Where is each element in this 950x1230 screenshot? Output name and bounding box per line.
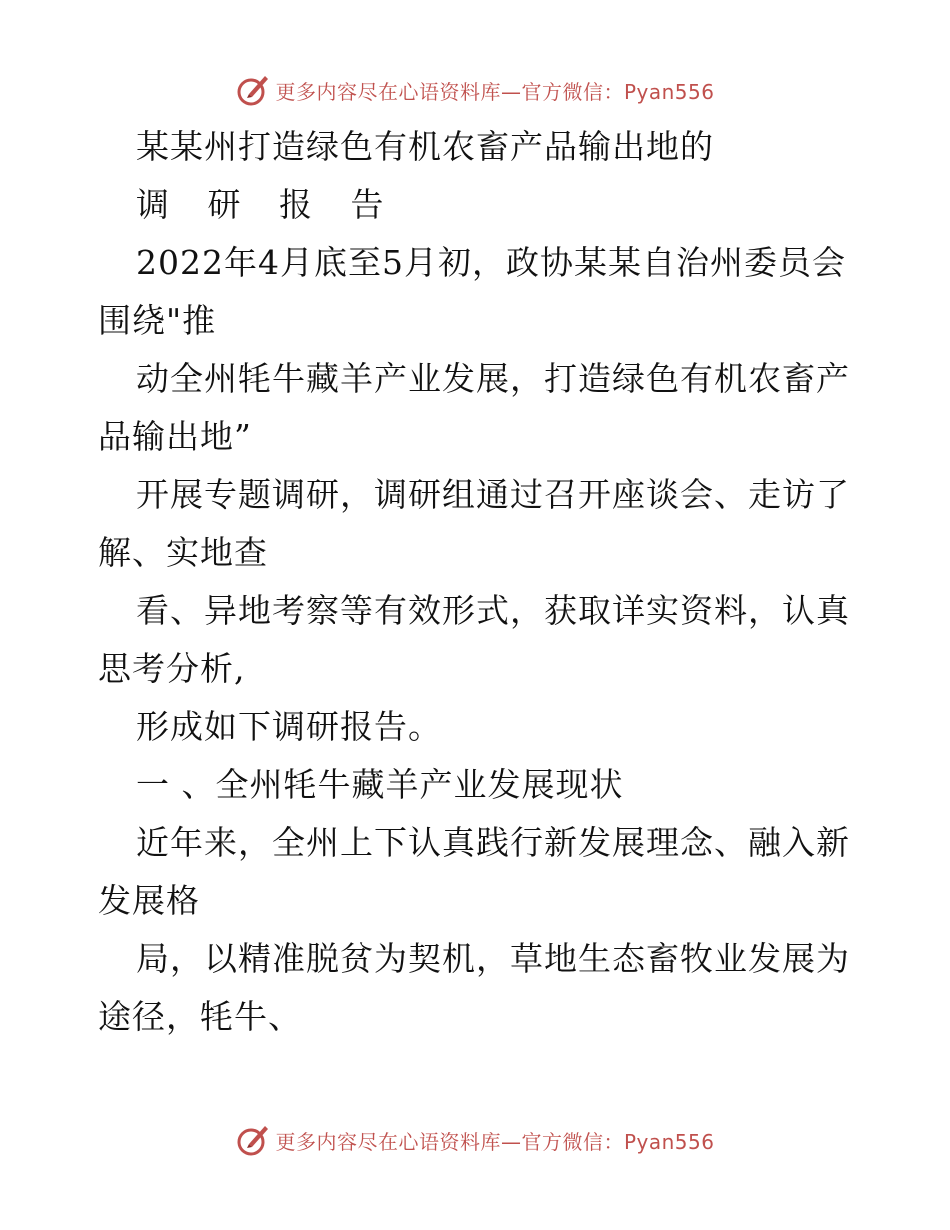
paragraph-line: 看、异地考察等有效形式，获取详实资料，认真 — [136, 591, 850, 630]
paragraph-line: 品输出地” — [98, 417, 252, 456]
paragraph-line: 局，以精准脱贫为契机，草地生态畜牧业发展为 — [136, 939, 850, 978]
watermark-text: 更多内容尽在心语资料库—官方微信：Pyan556 — [275, 1129, 715, 1154]
document-body — [98, 118, 858, 1046]
paragraph-line: 途径，牦牛、 — [98, 997, 302, 1036]
quill-logo-icon — [235, 1122, 271, 1158]
watermark-footer — [0, 1118, 950, 1162]
paragraph-line: 动全州牦牛藏羊产业发展，打造绿色有机农畜产 — [136, 359, 850, 398]
paragraph-line: 形成如下调研报告。 — [136, 707, 442, 746]
paragraph-line: 解、实地查 — [98, 533, 268, 572]
paragraph-line: 近年来，全州上下认真践行新发展理念、融入新 — [136, 823, 850, 862]
paragraph-line: 思考分析, — [98, 649, 246, 688]
paragraph-line: 开展专题调研，调研组通过召开座谈会、走访了 — [136, 475, 850, 514]
watermark-text: 更多内容尽在心语资料库—官方微信：Pyan556 — [275, 79, 715, 104]
doc-title-line-1: 某某州打造绿色有机农畜产品输出地的 — [136, 127, 714, 166]
watermark-header — [0, 68, 950, 112]
quill-logo-icon — [235, 72, 271, 108]
doc-title-line-2: 调 研 报 告 — [136, 185, 398, 224]
paragraph-line: 2022年4月底至5月初，政协某某自治州委员会 — [136, 243, 846, 282]
paragraph-line: 发展格 — [98, 881, 200, 920]
paragraph-line: 围绕"推 — [98, 301, 217, 340]
section-heading: 一 、全州牦牛藏羊产业发展现状 — [136, 765, 624, 804]
